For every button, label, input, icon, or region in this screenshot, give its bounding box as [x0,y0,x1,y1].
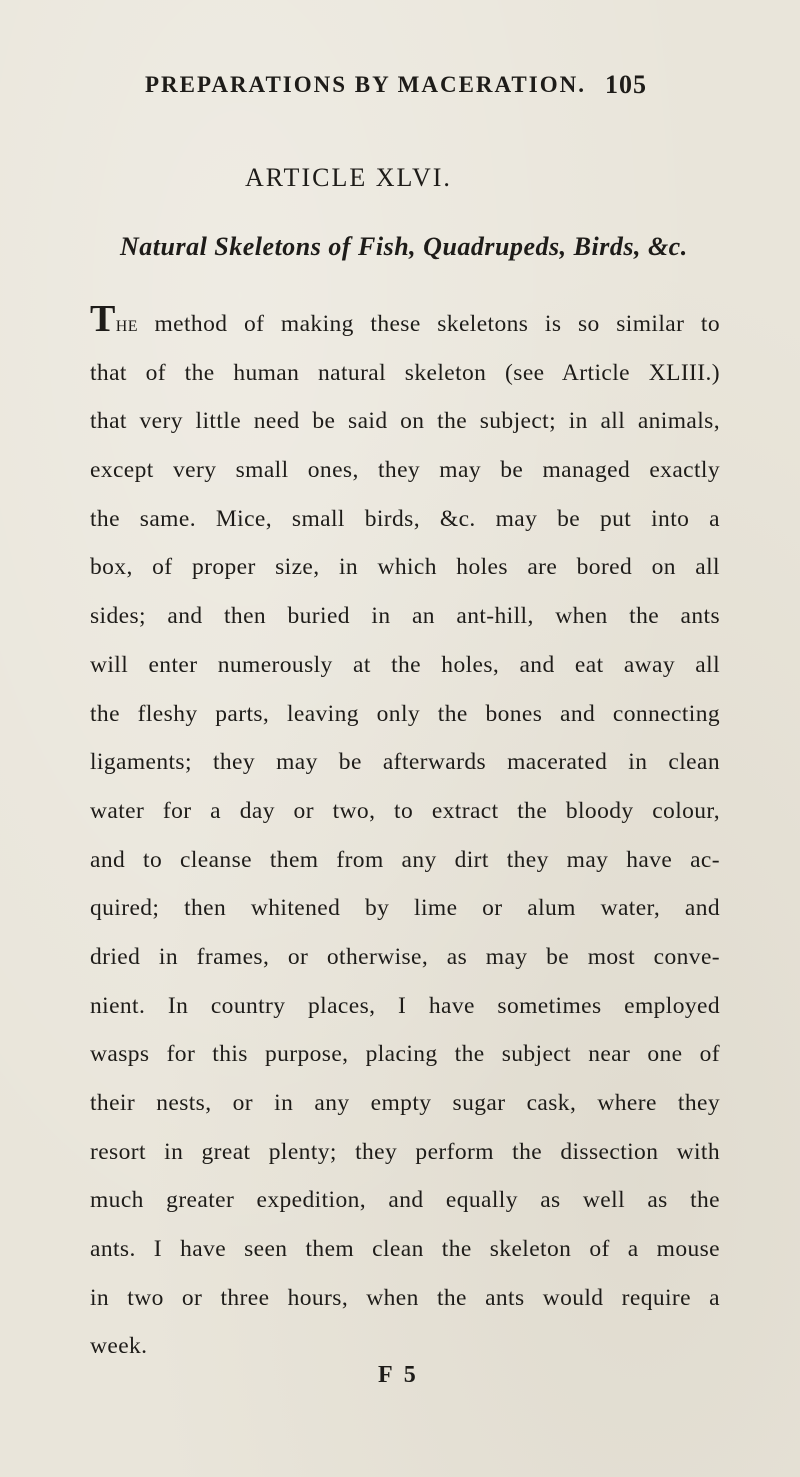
body-line: sides; and then buried in an ant-hill, when the ants [90,603,720,630]
body-line: dried in frames, or otherwise, as may be most conve- [90,943,720,970]
body-line: their nests, or in any empty sugar cask, where they [90,1090,720,1116]
first-word-rest: he [115,311,138,337]
body-line: quired; then whitened by lime or alum water, and [90,895,720,922]
body-line [90,300,720,349]
drop-cap: T [90,298,116,340]
running-title: PREPARATIONS BY MACERATION. [145,72,586,97]
body-line: and to cleanse them from any dirt they may have ac- [90,846,720,873]
article-heading: ARTICLE XLVI. [245,163,452,192]
body-line: water for a day or two, to extract the bloody colour, [90,797,720,824]
body-line-last: week. [90,1333,148,1360]
body-line: ants. I have seen them clean the skeleton of a mouse [90,1236,720,1263]
body-line-text: method of making these skeletons is so similar to [137,311,720,337]
body-line: ligaments; they may be afterwards macerated in clean [90,749,720,776]
running-head [0,72,800,112]
body-line: in two or three hours, when the ants would require a [90,1284,720,1311]
body-line: the same. Mice, small birds, &c. may be put into a [90,505,720,532]
body-line: wasps for this purpose, placing the subject near one of [90,1041,720,1068]
page-number: 105 [605,70,647,99]
body-line: will enter numerously at the holes, and eat away all [90,651,720,678]
body-line: resort in great plenty; they perform the dissection with [90,1138,720,1165]
body-line: except very small ones, they may be managed exactly [90,457,720,484]
body-line: box, of proper size, in which holes are bored on all [90,554,720,581]
body-line: that of the human natural skeleton (see Article XLIII.) [90,359,720,386]
body-line: much greater expedition, and equally as well as the [90,1187,720,1214]
body-line: nient. In country places, I have sometimes employed [90,992,720,1019]
body-line: the fleshy parts, leaving only the bones and connecting [90,700,720,727]
body-line: that very little need be said on the subject; in all animals, [90,408,720,435]
signature-mark: F 5 [378,1362,419,1388]
article-subtitle: Natural Skeletons of Fish, Quadrupeds, Birds, &c. [120,232,688,261]
article-body [90,300,720,1371]
